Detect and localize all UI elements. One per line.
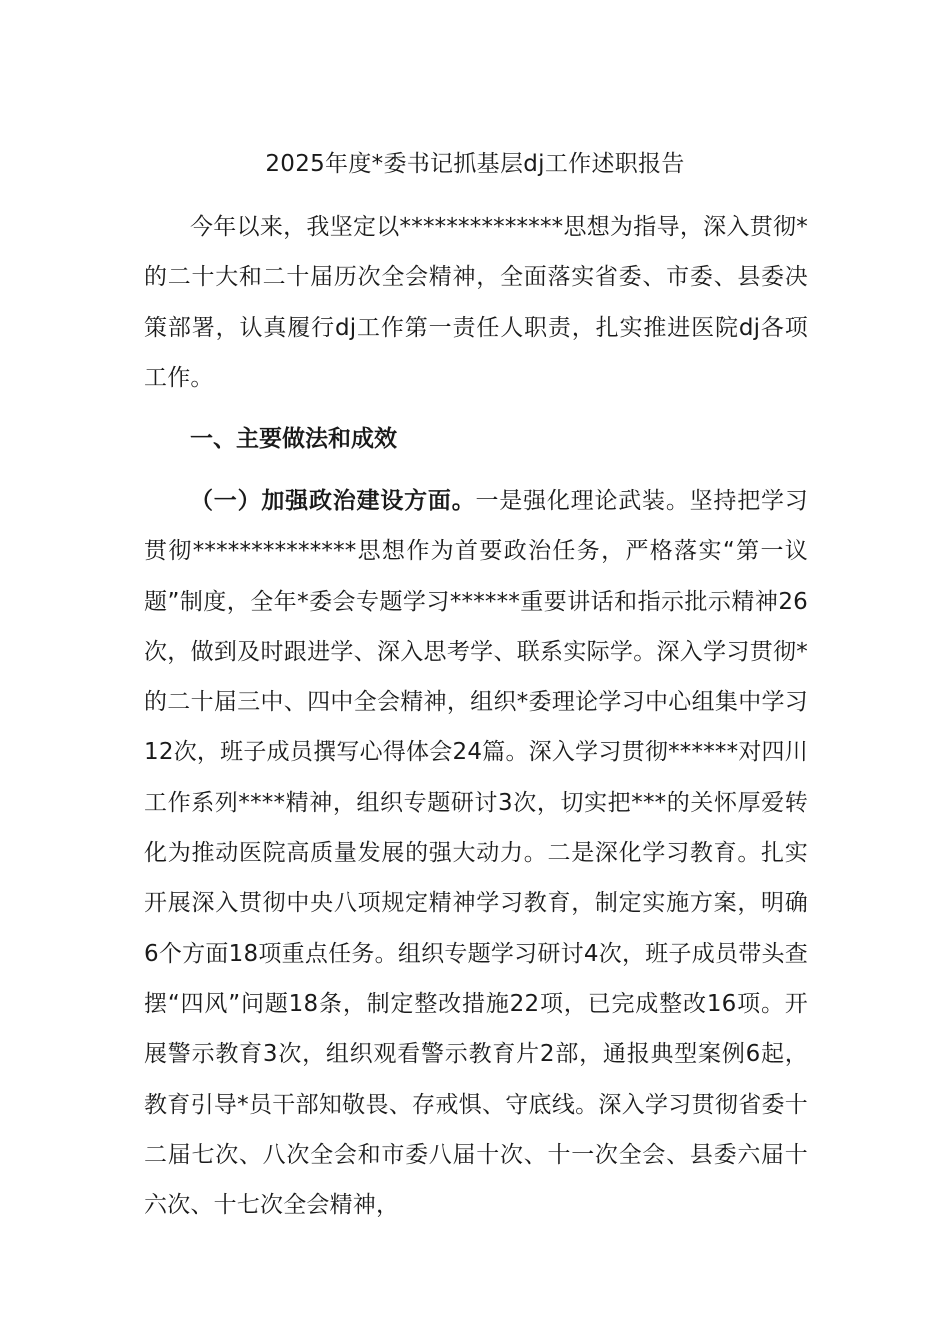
subsection-body: 一是强化理论武装。坚持把学习贯彻**************思想作为首要政治任务，严格落实“第一议题”制度，全年*委会专题学习******重要讲话和指示批示精神26次，做到及时跟进学、深入思考学、联系实际学。深入学习贯彻*的二十届三中、四中全会精神，组织*委理论学习中心组集中学习12次，班子成员撰写心得体会24篇。深入学习贯彻******对四川工作系列****精神，组织专题研讨3次，切实把***的关怀厚爱转化为推动医院高质量发展的强大动力。二是深化学习教育。扎实开展深入贯彻中央八项规定精神学习教育，制定实施方案，明确6个方面18项重点任务。组织专题学习研讨4次，班子成员带头查摆“四风”问题18条，制定整改措施22项，已完成整改16项。开展警示教育3次，组织观看警示教育片2部，通报典型案例6起，教育引导*员干部知敬畏、存戒惧、守底线。深入学习贯彻省委十二届七次、八次全会和市委八届十次、十一次全会、县委六届十六次、十七次全会精神，: [144, 488, 808, 1219]
subsection-paragraph: [144, 476, 808, 1230]
subsection-lead: （一）加强政治建设方面。: [190, 488, 476, 514]
document-title: 2025年度*委书记抓基层dj工作述职报告: [265, 151, 685, 177]
section-heading: 一、主要做法和成效: [190, 426, 397, 452]
intro-paragraph: 今年以来，我坚定以**************思想为指导，深入贯彻*的二十大和二十届历次全会精神，全面落实省委、市委、县委决策部署，认真履行dj工作第一责任人职责，扎实推进医院dj各项工作。: [144, 214, 808, 391]
